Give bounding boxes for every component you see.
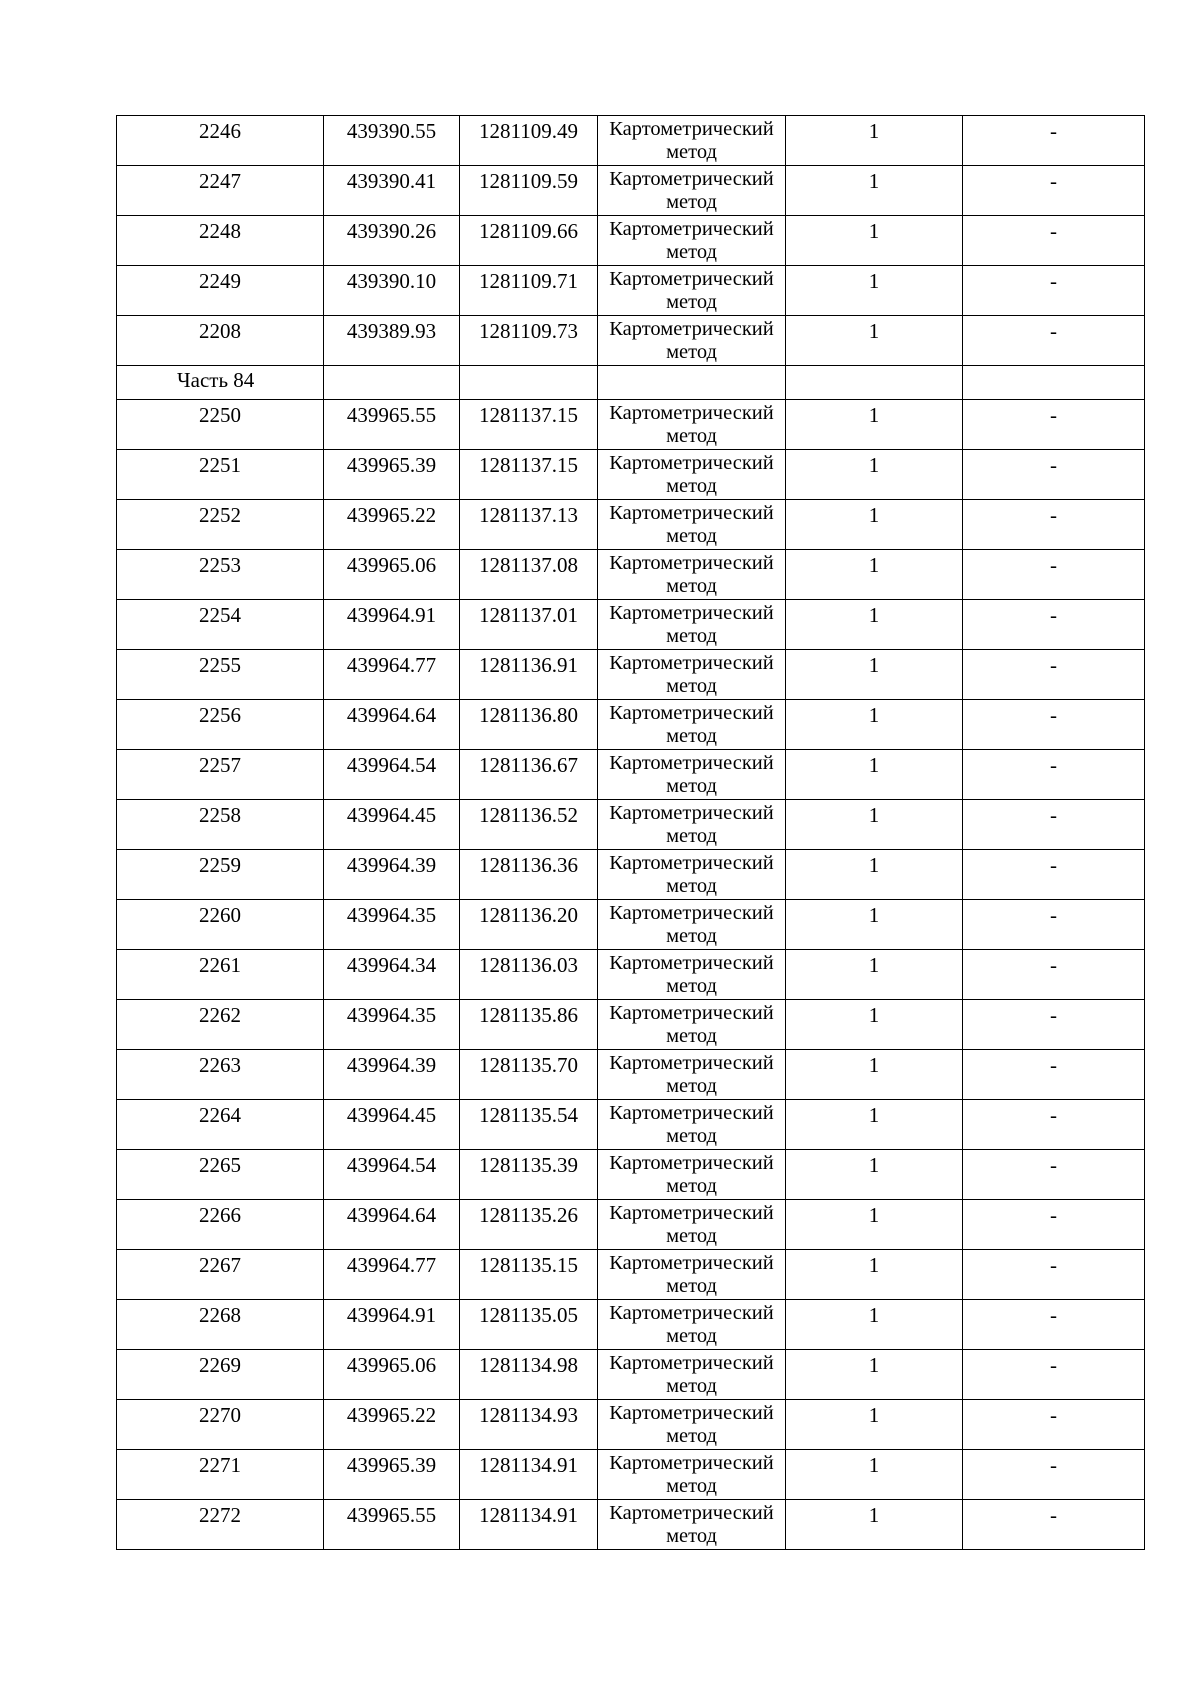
method-cell (598, 600, 786, 650)
method-cell (598, 500, 786, 550)
point-number: 2246 (117, 116, 324, 166)
method-cell (598, 1050, 786, 1100)
accuracy-value: 1 (786, 450, 963, 500)
table-row (117, 1500, 1145, 1550)
point-number: 2268 (117, 1300, 324, 1350)
table-row (117, 650, 1145, 700)
accuracy-value: 1 (786, 116, 963, 166)
method-line-2: метод (666, 1475, 717, 1497)
method-line-1: Картометрический (609, 802, 774, 824)
method-line-2: метод (666, 825, 717, 847)
extra-value: - (963, 1300, 1145, 1350)
extra-value: - (963, 1400, 1145, 1450)
table-row (117, 1200, 1145, 1250)
coordinate-x: 439964.91 (324, 600, 460, 650)
coordinate-y: 1281137.13 (460, 500, 598, 550)
coordinate-y: 1281136.20 (460, 900, 598, 950)
point-number: 2249 (117, 266, 324, 316)
method-cell (598, 850, 786, 900)
section-row (117, 366, 1145, 400)
extra-value: - (963, 266, 1145, 316)
empty-cell (598, 366, 786, 400)
method-line-2: метод (666, 1225, 717, 1247)
method-line-1: Картометрический (609, 118, 774, 140)
method-cell (598, 1400, 786, 1450)
extra-value: - (963, 800, 1145, 850)
table-row (117, 750, 1145, 800)
coordinate-x: 439964.34 (324, 950, 460, 1000)
table-row (117, 450, 1145, 500)
method-line-2: метод (666, 191, 717, 213)
method-line-1: Картометрический (609, 1352, 774, 1374)
method-line-1: Картометрический (609, 502, 774, 524)
coordinate-x: 439390.55 (324, 116, 460, 166)
coordinate-y: 1281135.54 (460, 1100, 598, 1150)
method-line-2: метод (666, 1525, 717, 1547)
method-cell (598, 1150, 786, 1200)
table-row (117, 950, 1145, 1000)
extra-value: - (963, 216, 1145, 266)
coordinate-x: 439965.55 (324, 1500, 460, 1550)
coordinate-x: 439965.39 (324, 1450, 460, 1500)
coordinate-x: 439964.45 (324, 800, 460, 850)
accuracy-value: 1 (786, 550, 963, 600)
coordinate-y: 1281134.91 (460, 1500, 598, 1550)
point-number: 2267 (117, 1250, 324, 1300)
point-number: 2250 (117, 400, 324, 450)
table-row (117, 800, 1145, 850)
table-row (117, 700, 1145, 750)
point-number: 2254 (117, 600, 324, 650)
method-line-2: метод (666, 975, 717, 997)
method-cell (598, 1250, 786, 1300)
coordinate-y: 1281135.70 (460, 1050, 598, 1100)
extra-value: - (963, 1100, 1145, 1150)
accuracy-value: 1 (786, 1450, 963, 1500)
table-row (117, 1100, 1145, 1150)
coordinate-x: 439965.22 (324, 500, 460, 550)
coordinate-x: 439965.22 (324, 1400, 460, 1450)
method-cell (598, 1000, 786, 1050)
extra-value: - (963, 650, 1145, 700)
coordinate-x: 439964.91 (324, 1300, 460, 1350)
extra-value: - (963, 500, 1145, 550)
accuracy-value: 1 (786, 1350, 963, 1400)
accuracy-value: 1 (786, 650, 963, 700)
table-row (117, 1250, 1145, 1300)
point-number: 2208 (117, 316, 324, 366)
extra-value: - (963, 1150, 1145, 1200)
method-line-1: Картометрический (609, 852, 774, 874)
coordinate-y: 1281109.49 (460, 116, 598, 166)
method-cell (598, 450, 786, 500)
coordinate-y: 1281137.15 (460, 400, 598, 450)
coordinate-y: 1281135.39 (460, 1150, 598, 1200)
method-line-1: Картометрический (609, 452, 774, 474)
coordinate-x: 439964.39 (324, 850, 460, 900)
method-line-2: метод (666, 1075, 717, 1097)
empty-cell (460, 366, 598, 400)
accuracy-value: 1 (786, 266, 963, 316)
point-number: 2260 (117, 900, 324, 950)
method-line-1: Картометрический (609, 752, 774, 774)
table-row (117, 1050, 1145, 1100)
coordinate-x: 439389.93 (324, 316, 460, 366)
method-line-2: метод (666, 1425, 717, 1447)
table-row (117, 500, 1145, 550)
table-row (117, 900, 1145, 950)
table-row (117, 1300, 1145, 1350)
extra-value: - (963, 1350, 1145, 1400)
coordinate-x: 439965.39 (324, 450, 460, 500)
method-line-1: Картометрический (609, 1302, 774, 1324)
extra-value: - (963, 316, 1145, 366)
method-line-1: Картометрический (609, 902, 774, 924)
coordinate-y: 1281136.36 (460, 850, 598, 900)
coordinate-x: 439964.64 (324, 700, 460, 750)
point-number: 2256 (117, 700, 324, 750)
point-number: 2263 (117, 1050, 324, 1100)
accuracy-value: 1 (786, 850, 963, 900)
method-line-2: метод (666, 141, 717, 163)
table-row (117, 1150, 1145, 1200)
method-line-2: метод (666, 1025, 717, 1047)
table-row (117, 1350, 1145, 1400)
method-line-2: метод (666, 425, 717, 447)
point-number: 2247 (117, 166, 324, 216)
coordinate-y: 1281134.98 (460, 1350, 598, 1400)
method-line-2: метод (666, 1175, 717, 1197)
method-line-1: Картометрический (609, 218, 774, 240)
coordinate-y: 1281137.01 (460, 600, 598, 650)
extra-value: - (963, 600, 1145, 650)
empty-cell (963, 366, 1145, 400)
point-number: 2265 (117, 1150, 324, 1200)
method-line-1: Картометрический (609, 268, 774, 290)
coordinate-y: 1281136.91 (460, 650, 598, 700)
coordinate-x: 439964.45 (324, 1100, 460, 1150)
coordinate-x: 439964.39 (324, 1050, 460, 1100)
accuracy-value: 1 (786, 500, 963, 550)
coordinate-y: 1281109.59 (460, 166, 598, 216)
method-line-2: метод (666, 875, 717, 897)
accuracy-value: 1 (786, 800, 963, 850)
accuracy-value: 1 (786, 1050, 963, 1100)
coordinates-table (116, 115, 1145, 1550)
extra-value: - (963, 550, 1145, 600)
method-line-2: метод (666, 625, 717, 647)
coordinate-y: 1281134.91 (460, 1450, 598, 1500)
section-label: Часть 84 (117, 366, 324, 400)
method-cell (598, 1500, 786, 1550)
accuracy-value: 1 (786, 750, 963, 800)
method-line-2: метод (666, 725, 717, 747)
method-line-1: Картометрический (609, 652, 774, 674)
point-number: 2259 (117, 850, 324, 900)
method-line-2: метод (666, 1375, 717, 1397)
point-number: 2255 (117, 650, 324, 700)
method-cell (598, 700, 786, 750)
method-cell (598, 1350, 786, 1400)
method-line-2: метод (666, 475, 717, 497)
table-row (117, 400, 1145, 450)
method-cell (598, 216, 786, 266)
coordinate-y: 1281135.05 (460, 1300, 598, 1350)
table-row (117, 550, 1145, 600)
coordinate-x: 439964.54 (324, 1150, 460, 1200)
method-cell (598, 750, 786, 800)
method-line-1: Картометрический (609, 1102, 774, 1124)
empty-cell (786, 366, 963, 400)
method-line-2: метод (666, 575, 717, 597)
coordinate-x: 439964.64 (324, 1200, 460, 1250)
method-cell (598, 900, 786, 950)
point-number: 2257 (117, 750, 324, 800)
table-body (117, 116, 1145, 1550)
coordinate-y: 1281136.67 (460, 750, 598, 800)
accuracy-value: 1 (786, 1400, 963, 1450)
accuracy-value: 1 (786, 216, 963, 266)
method-line-1: Картометрический (609, 1402, 774, 1424)
coordinate-y: 1281135.86 (460, 1000, 598, 1050)
method-line-1: Картометрический (609, 1052, 774, 1074)
method-cell (598, 1200, 786, 1250)
point-number: 2248 (117, 216, 324, 266)
accuracy-value: 1 (786, 316, 963, 366)
coordinate-x: 439390.10 (324, 266, 460, 316)
point-number: 2251 (117, 450, 324, 500)
point-number: 2266 (117, 1200, 324, 1250)
coordinate-x: 439964.77 (324, 650, 460, 700)
method-cell (598, 166, 786, 216)
point-number: 2269 (117, 1350, 324, 1400)
method-line-1: Картометрический (609, 602, 774, 624)
method-line-2: метод (666, 775, 717, 797)
coordinate-y: 1281137.08 (460, 550, 598, 600)
coordinate-y: 1281134.93 (460, 1400, 598, 1450)
method-line-2: метод (666, 675, 717, 697)
accuracy-value: 1 (786, 1150, 963, 1200)
coordinate-y: 1281135.15 (460, 1250, 598, 1300)
method-line-1: Картометрический (609, 952, 774, 974)
method-line-2: метод (666, 525, 717, 547)
coordinate-x: 439964.35 (324, 900, 460, 950)
extra-value: - (963, 1000, 1145, 1050)
extra-value: - (963, 700, 1145, 750)
method-cell (598, 1300, 786, 1350)
coordinate-x: 439965.55 (324, 400, 460, 450)
table-row (117, 116, 1145, 166)
method-cell (598, 316, 786, 366)
method-cell (598, 1100, 786, 1150)
method-line-1: Картометрический (609, 1252, 774, 1274)
coordinate-x: 439390.26 (324, 216, 460, 266)
method-line-1: Картометрический (609, 1002, 774, 1024)
extra-value: - (963, 1500, 1145, 1550)
method-line-2: метод (666, 1275, 717, 1297)
method-cell (598, 650, 786, 700)
method-line-1: Картометрический (609, 1202, 774, 1224)
accuracy-value: 1 (786, 1200, 963, 1250)
coordinate-x: 439965.06 (324, 550, 460, 600)
accuracy-value: 1 (786, 700, 963, 750)
point-number: 2261 (117, 950, 324, 1000)
coordinate-y: 1281136.80 (460, 700, 598, 750)
coordinate-x: 439964.54 (324, 750, 460, 800)
extra-value: - (963, 400, 1145, 450)
method-line-1: Картометрический (609, 1452, 774, 1474)
table-row (117, 1450, 1145, 1500)
table-row (117, 316, 1145, 366)
method-line-1: Картометрический (609, 168, 774, 190)
accuracy-value: 1 (786, 1300, 963, 1350)
method-cell (598, 400, 786, 450)
extra-value: - (963, 116, 1145, 166)
coordinate-x: 439964.35 (324, 1000, 460, 1050)
coordinate-x: 439390.41 (324, 166, 460, 216)
accuracy-value: 1 (786, 950, 963, 1000)
extra-value: - (963, 900, 1145, 950)
method-cell (598, 950, 786, 1000)
accuracy-value: 1 (786, 1500, 963, 1550)
coordinate-y: 1281109.71 (460, 266, 598, 316)
point-number: 2270 (117, 1400, 324, 1450)
extra-value: - (963, 1050, 1145, 1100)
method-line-1: Картометрический (609, 1152, 774, 1174)
table-row (117, 850, 1145, 900)
method-line-1: Картометрический (609, 552, 774, 574)
accuracy-value: 1 (786, 166, 963, 216)
method-line-2: метод (666, 1325, 717, 1347)
table-row (117, 1000, 1145, 1050)
method-cell (598, 266, 786, 316)
accuracy-value: 1 (786, 600, 963, 650)
extra-value: - (963, 1200, 1145, 1250)
method-cell (598, 1450, 786, 1500)
coordinate-y: 1281136.52 (460, 800, 598, 850)
method-line-2: метод (666, 925, 717, 947)
accuracy-value: 1 (786, 900, 963, 950)
point-number: 2272 (117, 1500, 324, 1550)
extra-value: - (963, 850, 1145, 900)
method-cell (598, 550, 786, 600)
coordinate-x: 439965.06 (324, 1350, 460, 1400)
point-number: 2253 (117, 550, 324, 600)
extra-value: - (963, 1250, 1145, 1300)
method-line-1: Картометрический (609, 318, 774, 340)
method-cell (598, 800, 786, 850)
accuracy-value: 1 (786, 1000, 963, 1050)
point-number: 2258 (117, 800, 324, 850)
table-row (117, 166, 1145, 216)
extra-value: - (963, 1450, 1145, 1500)
coordinate-y: 1281137.15 (460, 450, 598, 500)
method-line-2: метод (666, 241, 717, 263)
coordinate-y: 1281109.73 (460, 316, 598, 366)
method-line-2: метод (666, 1125, 717, 1147)
table-row (117, 1400, 1145, 1450)
method-line-1: Картометрический (609, 1502, 774, 1524)
method-line-1: Картометрический (609, 702, 774, 724)
table-row (117, 266, 1145, 316)
extra-value: - (963, 450, 1145, 500)
method-line-2: метод (666, 291, 717, 313)
point-number: 2271 (117, 1450, 324, 1500)
coordinate-y: 1281109.66 (460, 216, 598, 266)
table-row (117, 216, 1145, 266)
accuracy-value: 1 (786, 400, 963, 450)
coordinate-y: 1281135.26 (460, 1200, 598, 1250)
point-number: 2264 (117, 1100, 324, 1150)
method-line-2: метод (666, 341, 717, 363)
point-number: 2252 (117, 500, 324, 550)
table-row (117, 600, 1145, 650)
coordinate-y: 1281136.03 (460, 950, 598, 1000)
point-number: 2262 (117, 1000, 324, 1050)
coordinate-x: 439964.77 (324, 1250, 460, 1300)
method-cell (598, 116, 786, 166)
empty-cell (324, 366, 460, 400)
accuracy-value: 1 (786, 1100, 963, 1150)
accuracy-value: 1 (786, 1250, 963, 1300)
extra-value: - (963, 166, 1145, 216)
extra-value: - (963, 750, 1145, 800)
method-line-1: Картометрический (609, 402, 774, 424)
extra-value: - (963, 950, 1145, 1000)
